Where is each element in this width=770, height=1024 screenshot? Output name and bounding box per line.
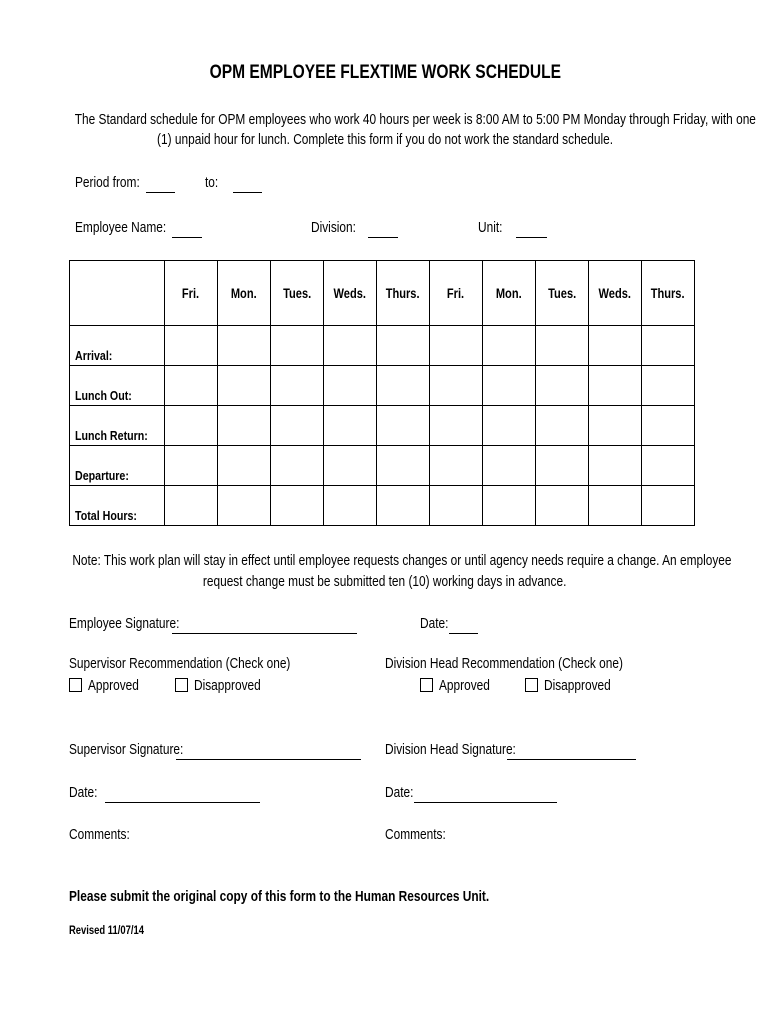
time-cell[interactable] bbox=[588, 446, 641, 486]
time-cell[interactable] bbox=[217, 366, 270, 406]
time-cell[interactable] bbox=[270, 326, 323, 366]
supervisor-date-line[interactable] bbox=[105, 790, 260, 803]
intro-line-1: The Standard schedule for OPM employees who work 40 hours per week is 8:00 AM to 5:00 PM Monday through Friday, with one bbox=[74, 112, 756, 128]
period-from-input[interactable] bbox=[146, 180, 175, 193]
time-cell[interactable] bbox=[323, 486, 376, 526]
time-cell[interactable] bbox=[535, 326, 588, 366]
time-cell[interactable] bbox=[376, 486, 429, 526]
time-cell[interactable] bbox=[429, 486, 482, 526]
day-header: Mon. bbox=[482, 261, 535, 326]
period-to-label: to: bbox=[205, 175, 219, 191]
intro-line-2: (1) unpaid hour for lunch. Complete this form if you do not work the standard schedule. bbox=[156, 132, 614, 148]
employee-signature-line[interactable] bbox=[172, 621, 357, 634]
supervisor-approved-option[interactable]: Approved bbox=[69, 678, 150, 694]
supervisor-comments-label: Comments: bbox=[69, 827, 130, 843]
time-cell[interactable] bbox=[323, 406, 376, 446]
time-cell[interactable] bbox=[323, 326, 376, 366]
row-label-arrival: Arrival: bbox=[70, 326, 165, 366]
page-title: OPM EMPLOYEE FLEXTIME WORK SCHEDULE bbox=[209, 62, 561, 83]
time-cell[interactable] bbox=[217, 326, 270, 366]
table-row bbox=[70, 406, 695, 446]
time-cell[interactable] bbox=[217, 406, 270, 446]
time-cell[interactable] bbox=[164, 326, 217, 366]
supervisor-approved-checkbox[interactable] bbox=[69, 678, 82, 692]
time-cell[interactable] bbox=[164, 486, 217, 526]
division-label: Division: bbox=[311, 220, 356, 236]
note-line-1: Note: This work plan will stay in effect until employee requests changes or until agency needs require a change. An employee bbox=[72, 553, 732, 569]
division-disapproved-checkbox[interactable] bbox=[525, 678, 538, 692]
time-cell[interactable] bbox=[641, 326, 694, 366]
supervisor-signature-line[interactable] bbox=[176, 747, 361, 760]
time-cell[interactable] bbox=[535, 486, 588, 526]
note-paragraph bbox=[0, 551, 770, 593]
division-input[interactable] bbox=[368, 225, 398, 238]
row-label-lunch-out: Lunch Out: bbox=[70, 366, 165, 406]
time-cell[interactable] bbox=[535, 366, 588, 406]
time-cell[interactable] bbox=[164, 406, 217, 446]
division-head-signature-label: Division Head Signature: bbox=[385, 742, 516, 758]
division-head-comments-label: Comments: bbox=[385, 827, 446, 843]
time-cell[interactable] bbox=[641, 366, 694, 406]
day-header: Mon. bbox=[217, 261, 270, 326]
time-cell[interactable] bbox=[588, 366, 641, 406]
division-approved-option[interactable]: Approved bbox=[420, 678, 501, 694]
division-head-date-label: Date: bbox=[385, 785, 414, 801]
time-cell[interactable] bbox=[217, 446, 270, 486]
division-approved-checkbox[interactable] bbox=[420, 678, 433, 692]
supervisor-date-label: Date: bbox=[69, 785, 98, 801]
row-label-departure: Departure: bbox=[70, 446, 165, 486]
supervisor-recommendation-label: Supervisor Recommendation (Check one) bbox=[69, 656, 291, 672]
table-header-row bbox=[70, 261, 695, 326]
employee-name-input[interactable] bbox=[172, 225, 202, 238]
time-cell[interactable] bbox=[429, 446, 482, 486]
time-cell[interactable] bbox=[535, 406, 588, 446]
day-header: Weds. bbox=[323, 261, 376, 326]
employee-date-line[interactable] bbox=[449, 621, 478, 634]
day-header: Fri. bbox=[164, 261, 217, 326]
time-cell[interactable] bbox=[641, 446, 694, 486]
time-cell[interactable] bbox=[588, 486, 641, 526]
time-cell[interactable] bbox=[588, 406, 641, 446]
supervisor-signature-label: Supervisor Signature: bbox=[69, 742, 184, 758]
time-cell[interactable] bbox=[217, 486, 270, 526]
time-cell[interactable] bbox=[270, 406, 323, 446]
table-row bbox=[70, 326, 695, 366]
division-head-signature-line[interactable] bbox=[507, 747, 636, 760]
intro-paragraph bbox=[0, 110, 770, 150]
unit-label: Unit: bbox=[478, 220, 503, 236]
time-cell[interactable] bbox=[429, 326, 482, 366]
table-row bbox=[70, 366, 695, 406]
table-corner bbox=[70, 261, 165, 326]
schedule-table bbox=[69, 260, 695, 526]
time-cell[interactable] bbox=[429, 366, 482, 406]
time-cell[interactable] bbox=[535, 446, 588, 486]
row-label-lunch-return: Lunch Return: bbox=[70, 406, 165, 446]
time-cell[interactable] bbox=[164, 366, 217, 406]
supervisor-disapproved-checkbox[interactable] bbox=[175, 678, 188, 692]
submit-instruction: Please submit the original copy of this form to the Human Resources Unit. bbox=[69, 889, 490, 905]
time-cell[interactable] bbox=[376, 326, 429, 366]
day-header: Thurs. bbox=[641, 261, 694, 326]
time-cell[interactable] bbox=[323, 446, 376, 486]
time-cell[interactable] bbox=[482, 486, 535, 526]
time-cell[interactable] bbox=[641, 406, 694, 446]
day-header: Tues. bbox=[270, 261, 323, 326]
time-cell[interactable] bbox=[641, 486, 694, 526]
revision-date: Revised 11/07/14 bbox=[69, 925, 144, 937]
division-head-recommendation-label: Division Head Recommendation (Check one) bbox=[385, 656, 623, 672]
time-cell[interactable] bbox=[482, 366, 535, 406]
time-cell[interactable] bbox=[376, 366, 429, 406]
time-cell[interactable] bbox=[376, 446, 429, 486]
time-cell[interactable] bbox=[270, 366, 323, 406]
time-cell[interactable] bbox=[482, 446, 535, 486]
time-cell[interactable] bbox=[164, 446, 217, 486]
table-row bbox=[70, 486, 695, 526]
period-from-label: Period from: bbox=[75, 175, 140, 191]
time-cell[interactable] bbox=[482, 326, 535, 366]
time-cell[interactable] bbox=[270, 486, 323, 526]
time-cell[interactable] bbox=[376, 406, 429, 446]
employee-signature-label: Employee Signature: bbox=[69, 616, 180, 632]
time-cell[interactable] bbox=[482, 406, 535, 446]
time-cell[interactable] bbox=[429, 406, 482, 446]
note-line-2: request change must be submitted ten (10) working days in advance. bbox=[203, 574, 567, 590]
day-header: Weds. bbox=[588, 261, 641, 326]
day-header: Tues. bbox=[535, 261, 588, 326]
time-cell[interactable] bbox=[270, 446, 323, 486]
unit-input[interactable] bbox=[516, 225, 547, 238]
division-disapproved-option[interactable]: Disapproved bbox=[525, 678, 625, 694]
time-cell[interactable] bbox=[588, 326, 641, 366]
day-header: Fri. bbox=[429, 261, 482, 326]
table-row bbox=[70, 446, 695, 486]
employee-name-label: Employee Name: bbox=[75, 220, 167, 236]
division-head-date-line[interactable] bbox=[414, 790, 557, 803]
period-to-input[interactable] bbox=[233, 180, 262, 193]
row-label-total-hours: Total Hours: bbox=[70, 486, 165, 526]
day-header: Thurs. bbox=[376, 261, 429, 326]
time-cell[interactable] bbox=[323, 366, 376, 406]
employee-date-label: Date: bbox=[420, 616, 449, 632]
supervisor-disapproved-option[interactable]: Disapproved bbox=[175, 678, 275, 694]
